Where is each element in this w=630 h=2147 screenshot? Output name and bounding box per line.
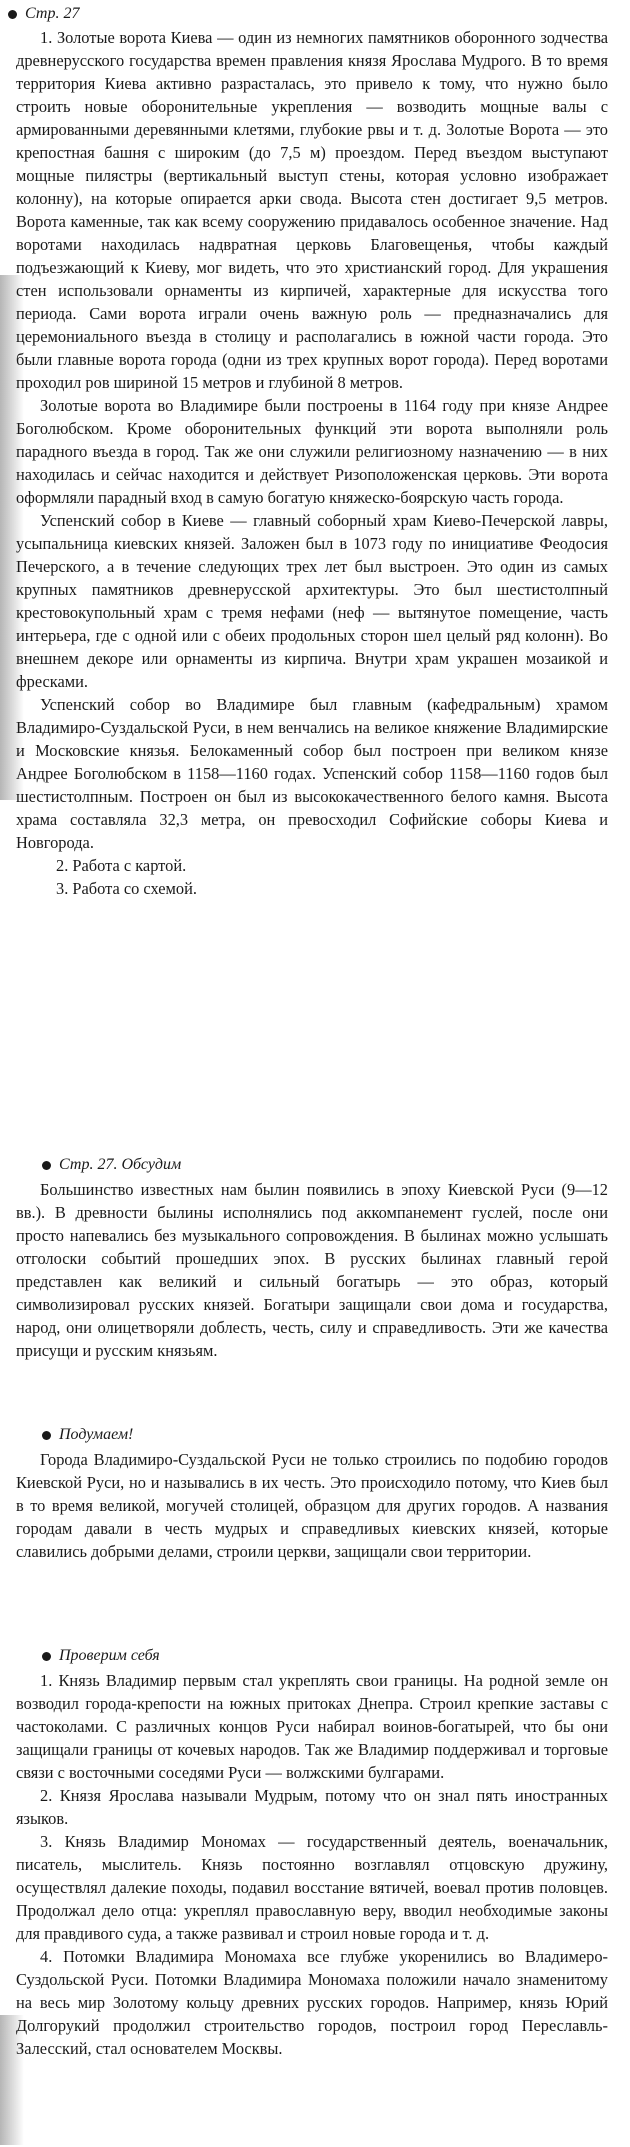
paragraph: 4. Потомки Владимира Мономаха все глубже укоренились во Владимеро-Суздольской Руси. Потомки Владимира Мономаха положили начало знаменитому на весь мир Золотому кольцу древних русских городов. Например, князь Юрий Долгорукий продолжил строительство городов, построил город Переславль-Залесский, стал основателем Москвы.: [16, 1947, 608, 2058]
answer-text-block: [16, 26, 608, 900]
heading-text: Стр. 27: [25, 5, 80, 22]
bullet-icon: [8, 10, 17, 19]
heading-text: Стр. 27. Обсудим: [59, 1156, 182, 1173]
heading-text: Проверим себя: [59, 1647, 160, 1664]
list-item: 2. Работа с картой.: [56, 856, 187, 875]
paragraph: 3. Князь Владимир Мономах — государственный деятель, военачальник, писатель, мыслитель. Князь постоянно возглавлял отцовскую дружину, осуществлял далекие походы, подавил восстание вятичей, воевал против половцев. Продолжал дело отца: укреплял православную веру, вводил необходимые законы для правдивого суда, а также развивал и строил новые города и т. д.: [16, 1832, 608, 1943]
answer-text-block: [16, 1178, 608, 1362]
section-heading: [42, 1425, 133, 1445]
paragraph: Успенский собор во Владимире был главным (кафедральным) храмом Владимиро-Суздальской Руси, в нем венчались на великое княжение Владимирские и Московские князья. Белокаменный собор был построен при великом князе Андрее Боголюбском в 1158—1160 годах. Успенский собор 1158—1160 годов был шестистолпным. Построен он был из высококачественного белого камня. Высота храма составляла 32,3 метра, он превосходил Софийские соборы Киева и Новгорода.: [16, 695, 608, 852]
section-heading: [42, 1155, 181, 1175]
paragraph: Успенский собор в Киеве — главный соборный храм Киево-Печерской лавры, усыпальница киевских князей. Заложен был в 1073 году по инициативе Феодосия Печерского, а в течение следующих трех лет был выстроен. Это один из самых крупных памятников древнерусской архитектуры. Это был шестистолпный крестовокупольный храм с тремя нефами (неф — вытянутое помещение, часть интерьера, где с одной или с обеих продольных сторон шел целый ряд колонн). Во внешнем декоре или орнаменты из кирпича. Внутри храм украшен мозаикой и фресками.: [16, 511, 608, 691]
list-item: 3. Работа со схемой.: [56, 879, 197, 898]
answer-text-block: [16, 1669, 608, 2060]
section-heading: [8, 4, 79, 24]
paragraph: 2. Князя Ярослава называли Мудрым, потому что он знал пять иностранных языков.: [16, 1786, 608, 1828]
paragraph: 1. Князь Владимир первым стал укреплять свои границы. На родной земле он возводил города-крепости на южных притоках Днепра. Строил крепкие заставы с частоколами. С различных концов Руси набирал воинов-богатырей, что бы они защищали границы от кочевых народов. Так же Владимир поддерживал и торговые связи с восточными соседями Руси — волжскими булгарами.: [16, 1671, 608, 1782]
bullet-icon: [42, 1652, 51, 1661]
heading-text: Подумаем!: [59, 1426, 134, 1443]
task-list: [16, 854, 608, 900]
section-heading: [42, 1646, 160, 1666]
paragraph: Города Владимиро-Суздальской Руси не только строились по подобию городов Киевской Руси, но и назывались в их честь. Это происходило потому, что Киев был в то время великой, могучей столицей, образцом для других городов. А названия городам давали в честь мудрых и справедливых киевских князей, которые славились добрыми делами, строили церкви, защищали свои территории.: [16, 1450, 608, 1561]
bullet-icon: [42, 1431, 51, 1440]
paragraph: 1. Золотые ворота Киева — один из немногих памятников оборонного зодчества древнерусского государства времен правления князя Ярослава Мудрого. В то время территория Киева активно разрасталась, это привело к тому, что нужно было строить новые оборонительные укрепления — возводить мощные валы с армированными деревянными клетями, глубокие рвы и т. д. Золотые Ворота — это крепостная башня с широким (до 7,5 м) проездом. Перед въездом выступают мощные пилястры (вертикальный выступ стены, которая условно изображает колонну), на которые опирается арки свода. Высота стен достигает 9,5 метров. Ворота каменные, так как всему сооружению придавалось особенное значение. Над воротами находилась надвратная церковь Благовещенья, чтобы каждый подъезжающий к Киеву, мог видеть, что это христианский город. Для украшения стен использовали орнаменты из кирпичей, характерные для искусства того периода. Сами ворота играли очень важную роль — предназначались для церемониального въезда в столицу и располагались в южной части города. Это были главные ворота города (одни из трех крупных ворот города). Перед воротами проходил ров шириной 15 метров и глубиной 8 метров.: [16, 28, 608, 392]
paragraph: Золотые ворота во Владимире были построены в 1164 году при князе Андрее Боголюбском. Кроме оборонительных функций эти ворота выполняли роль парадного въезда в город. Так же они служили религиозному назначению — в них находилась и сейчас находится и действует Ризоположенская церковь. Эти ворота оформляли парадный вход в самую богатую княжеско-боярскую часть города.: [16, 396, 608, 507]
paragraph: Большинство известных нам былин появились в эпоху Киевской Руси (9—12 вв.). В древности былины исполнялись под аккомпанемент гуслей, после они просто напевались без музыкального сопровождения. В былинах можно услышать отголоски событий прошедших эпох. В русских былинах главный герой представлен как великий и сильный богатырь — это образ, который символизировал русских князей. Богатыри защищали свои дома и государства, народ, они олицетворяли доблесть, честь, силу и справедливость. Эти же качества присущи и русским князьям.: [16, 1180, 608, 1360]
bullet-icon: [42, 1161, 51, 1170]
answer-text-block: [16, 1448, 608, 1563]
